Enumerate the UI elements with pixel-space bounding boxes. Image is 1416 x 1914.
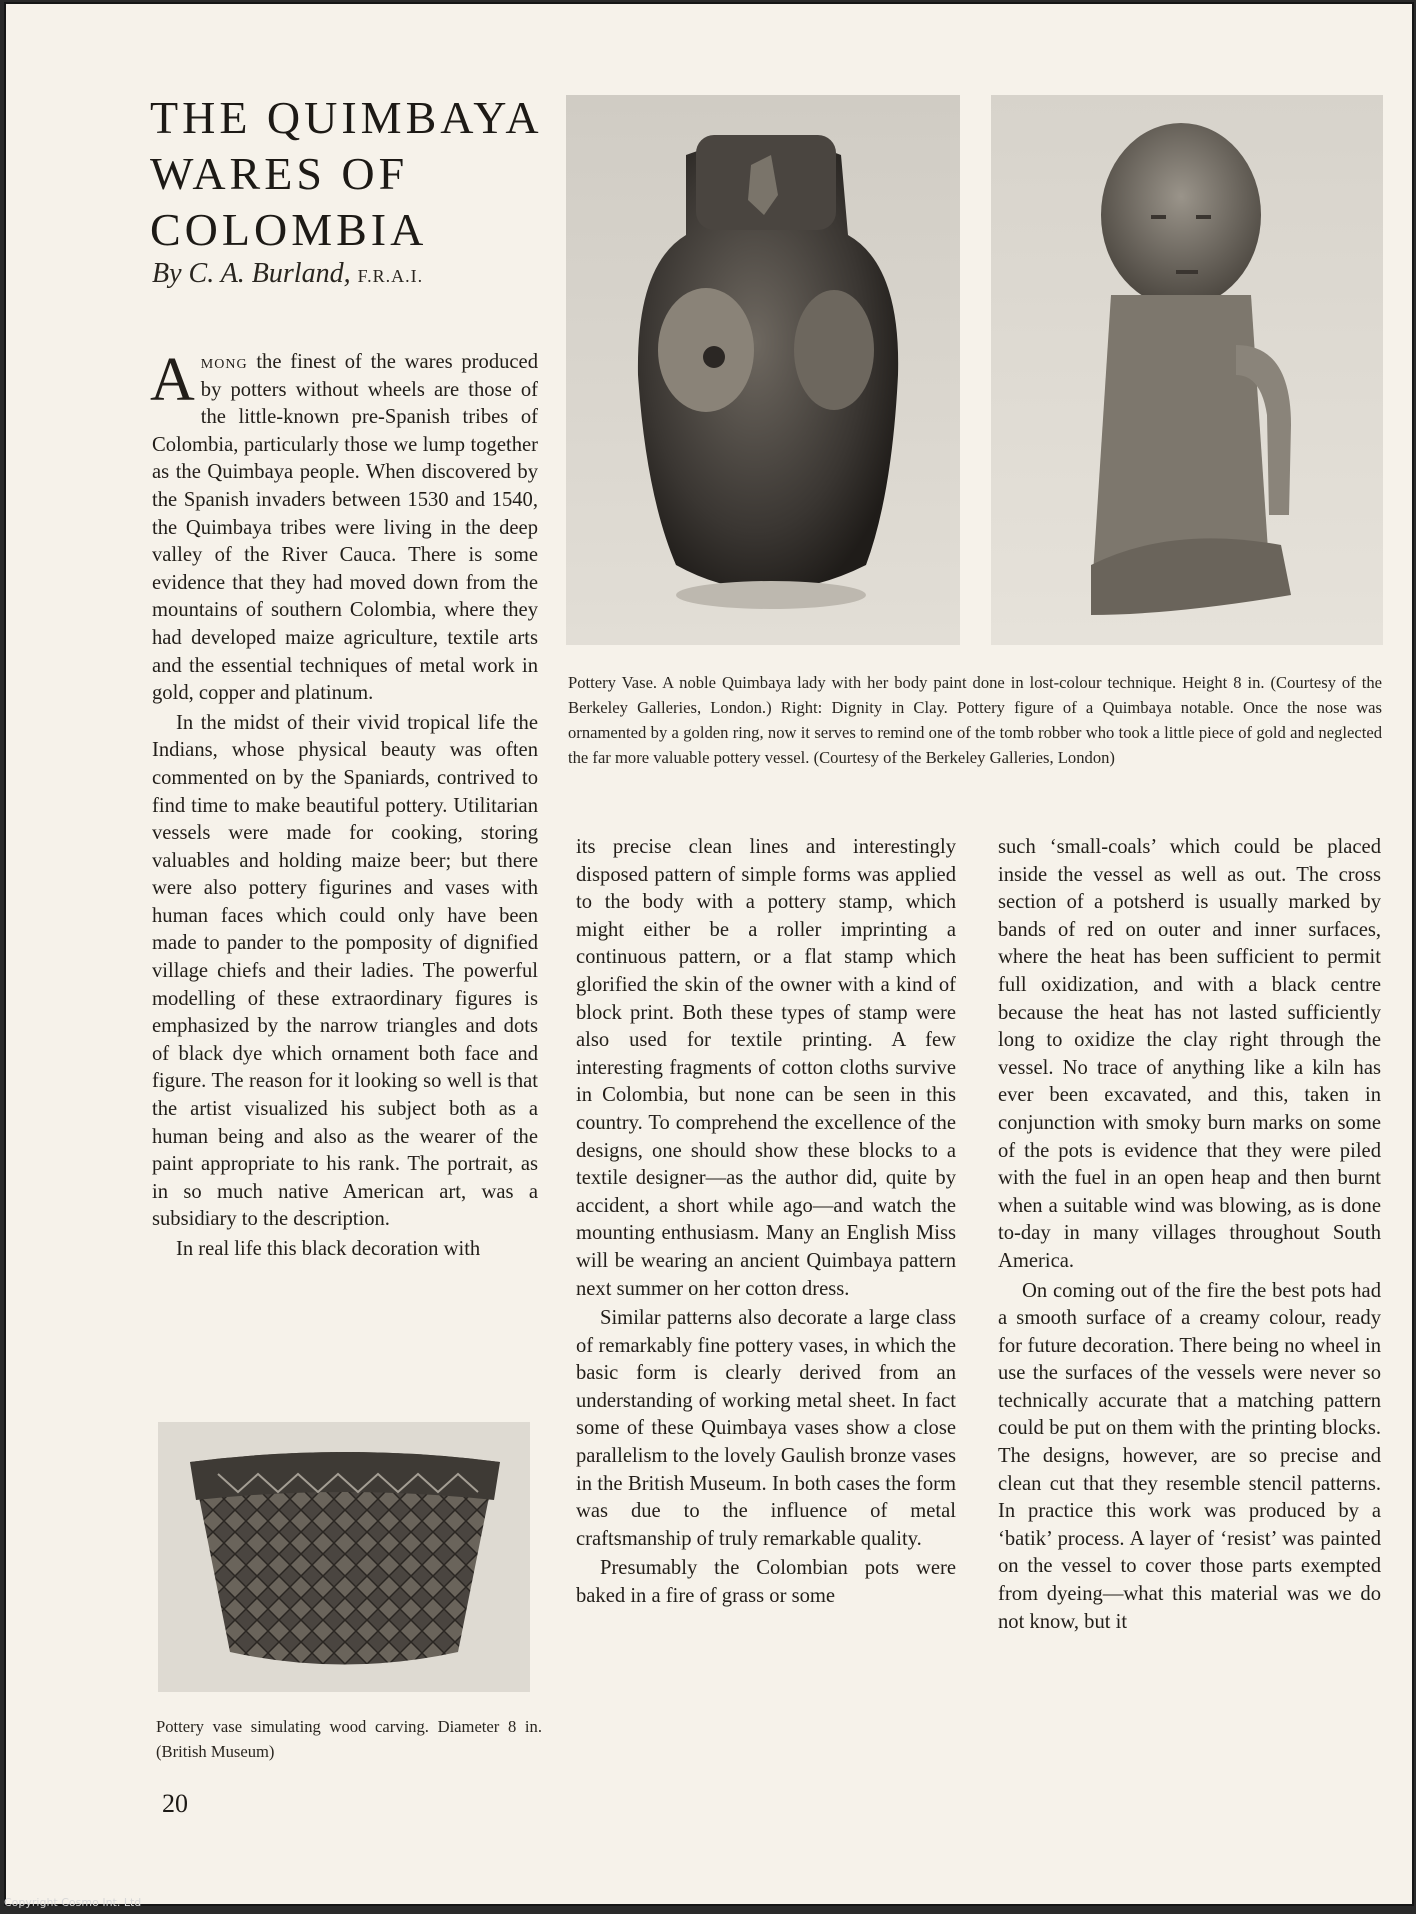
paragraph: Similar patterns also decorate a large class of remarkably fine pottery vases, in which the basic form is clearly derived from an understanding of working metal sheet. In fact some of these Quimbaya vases show a close parallelism to the lovely Gaulish bronze vases in the British Museum. In both cases the form was due to the influence of metal craftsmanship of truly remarkable quality. xyxy=(576,1307,956,1550)
text-column-2 xyxy=(576,834,956,1611)
lead-in-smallcaps: mong xyxy=(200,351,248,373)
paragraph: such ‘small-coals’ which could be placed inside the vessel as well as out. The cross section of a potsherd is usually marked by bands of red on outer and inner surfaces, where the heat has been sufficient to permit full oxidization, and with a black centre because the heat has not lasted sufficiently long to oxidize the clay right through the vessel. No trace of anything like a kiln has ever been excavated, and this, taken in conjunction with smoky burn marks on some of the pots is evidence that they were piled with the fuel in an open heap and then burnt when a suitable wind was blowing, as is done to-day in many villages throughout South America. xyxy=(998,836,1381,1272)
photo-carved-vase xyxy=(158,1422,530,1692)
text-column-3 xyxy=(998,834,1381,1636)
article-title xyxy=(150,90,550,258)
title-line-2: WARES OF xyxy=(150,148,409,199)
page-number: 20 xyxy=(162,1789,188,1818)
pottery-vase-illustration xyxy=(566,95,960,645)
paragraph: Presumably the Colombian pots were baked in a fire of grass or some xyxy=(576,1557,956,1608)
photo-pottery-vase xyxy=(566,95,960,645)
paragraph xyxy=(150,346,538,708)
drop-cap: A xyxy=(150,346,195,414)
caption-bottom-photo: Pottery vase simulating wood carving. Diameter 8 in. (British Museum) xyxy=(156,1717,542,1761)
caption-top-photos: Pottery Vase. A noble Quimbaya lady with her body paint done in lost-colour technique. Height 8 in. (Courtesy of the Berkeley Galleries, London.) Right: Dignity in Clay. Pottery figure of a Quimbaya notable. Once the nose was ornamented by a golden ring, now it serves to remind one of the tomb robber who took a little piece of gold and neglected the far more valuable pottery vessel. (Courtesy of the Berkeley Galleries, London) xyxy=(568,673,1382,767)
title-line-1: THE QUIMBAYA xyxy=(150,92,543,143)
text-column-1 xyxy=(150,346,538,1264)
paragraph: On coming out of the fire the best pots had a smooth surface of a creamy colour, ready for future decoration. There being no wheel in use the surfaces of the vessels were never so technically accurate that a matching pattern could be put on them with the printing blocks. The designs, however, are so precise and clean cut that they resemble stencil patterns. In practice this work was produced by a ‘batik’ process. A layer of ‘resist’ was painted on the vessel to cover those parts exempted from dyeing—what this material was we do not know, but it xyxy=(998,1279,1381,1633)
pottery-figure-illustration xyxy=(991,95,1383,645)
copyright-notice: Copyright Cosmo Int. Ltd xyxy=(4,1896,142,1909)
paragraph: In the midst of their vivid tropical life the Indians, whose physical beauty was often commented on by the Spaniards, contrived to find time to make beautiful pottery. Utilitarian vessels were made for cooking, storing valuables and holding maize beer; but there were also pottery figurines and vases with human faces which could only have been made to pander to the pomposity of dignified village chiefs and their ladies. The powerful modelling of these extraordinary figures is emphasized by the narrow triangles and dots of black dye which ornament both face and figure. The reason for it looking so well is that the artist visualized his subject both as a human being and also as the wearer of the paint appropriate to his rank. The portrait, as in so much native American art, was a subsidiary to the description. xyxy=(152,711,538,1231)
author-credential: F.R.A.I. xyxy=(357,266,424,286)
paragraph: In real life this black decoration with xyxy=(176,1238,481,1260)
title-line-3: COLOMBIA xyxy=(150,204,428,255)
carved-vase-illustration xyxy=(158,1422,530,1692)
photo-pottery-figure xyxy=(991,95,1383,645)
author-name: By C. A. Burland, xyxy=(152,258,351,289)
byline xyxy=(152,258,423,290)
paragraph: its precise clean lines and interestingly disposed pattern of simple forms was applied to the body with a pottery stamp, which might either be a roller imprinting a continuous pattern, or a flat stamp which glorified the skin of the owner with a kind of block print. Both these types of stamp were also used for textile printing. A few interesting fragments of cotton cloths survive in Colombia, but none can be seen in this country. To comprehend the excellence of the designs, one should show these blocks to a textile designer—as the author did, quite by accident, a short while ago—and watch the mounting enthusiasm. Many an English Miss will be wearing an ancient Quimbaya pattern next summer on her cotton dress. xyxy=(576,836,956,1300)
paragraph-body: the finest of the wares produced by potters without wheels are those of the little-known pre-Spanish tribes of Colombia, particularly those we lump together as the Quimbaya people. When discovered by the Spanish invaders between 1530 and 1540, the Quimbaya tribes were living in the deep valley of the River Cauca. There is some evidence that they had moved down from the mountains of southern Colombia, where they had developed maize agriculture, textile arts and the essential techniques of metal work in gold, copper and platinum. xyxy=(152,351,538,705)
magazine-page xyxy=(4,2,1414,1906)
